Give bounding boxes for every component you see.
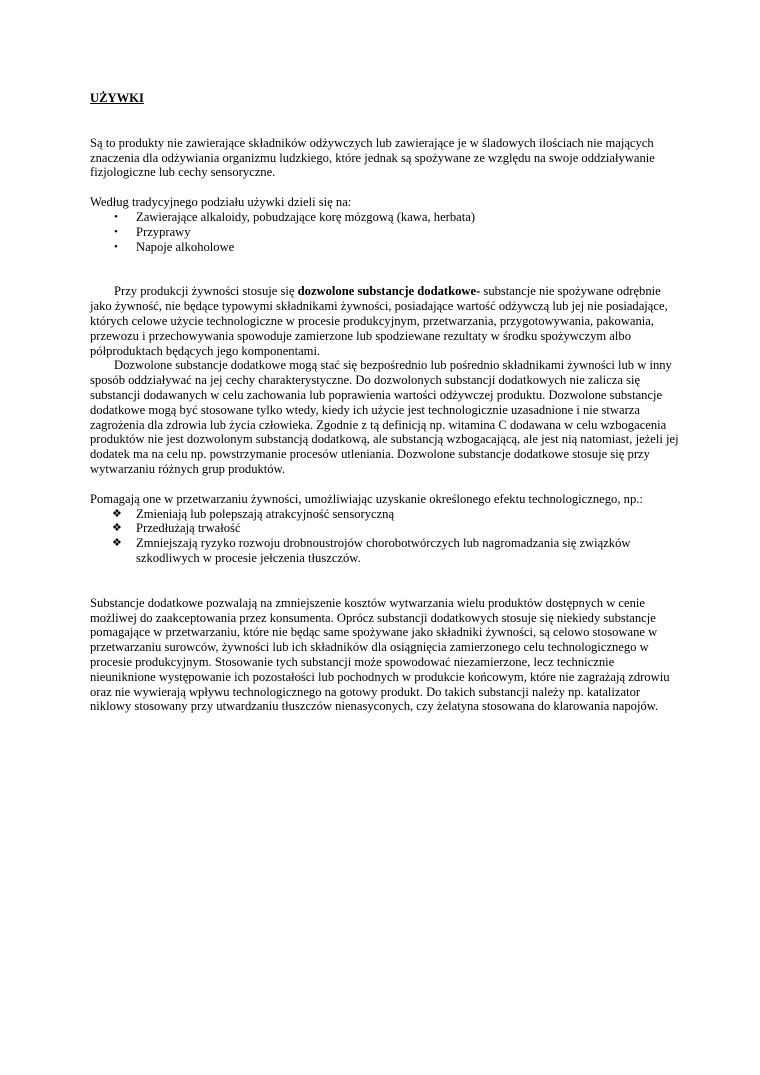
list-item [90, 536, 680, 566]
list-item-text: Zawierające alkaloidy, pobudzające korę mózgową (kawa, herbata) [136, 209, 476, 224]
bullet-icon: • [114, 240, 118, 253]
additives-paragraph-2: Dozwolone substancje dodatkowe mogą stać się bezpośrednio lub pośrednio składnikami żywności lub w inny sposób oddziaływać na jej cechy charakterystyczne. Do dozwolonych substancji dodatkowych nie zalicza się substancji dodawanych w celu zachowania lub poprawienia wartości odżywczej produktu. Dozwolone substancje dodatkowe mogą być stosowane tylko wtedy, kiedy ich użycie jest technologicznie uzasadnione i nie stwarza zagrożenia dla zdrowia lub życia człowieka. Zgodnie z tą definicją np. witamina C dodawana w celu wzbogacenia produktów nie jest dozwolonym substancją dodatkową, ale substancją wzbogacającą, ale jest nią natomiast, jeżeli jej dodatek ma na celu np. powstrzymanie procesów utleniania. Dozwolone substancje dodatkowe stosuje się przy wytwarzaniu różnych grup produktów. [90, 358, 679, 476]
list-item-text: Przedłużają trwałość [136, 521, 241, 536]
list-item-text: Zmieniają lub polepszają atrakcyjność sensoryczną [136, 506, 395, 521]
effects-lead: Pomagają one w przetwarzaniu żywności, umożliwiając uzyskanie określonego efektu technologicznego, np.: [90, 491, 643, 506]
list-item [90, 210, 680, 225]
bullet-icon: • [114, 210, 118, 223]
additives-paragraph-1 [90, 284, 680, 358]
list-item [90, 507, 680, 522]
bullet-icon: • [114, 225, 118, 238]
effects-list [90, 507, 680, 566]
division-list [90, 210, 680, 254]
additives-definition-term: dozwolone substancje dodatkowe- [297, 284, 481, 299]
diamond-bullet-icon: ❖ [112, 522, 122, 535]
division-lead: Według tradycyjnego podziału używki dzieli się na: [90, 195, 352, 210]
diamond-bullet-icon: ❖ [112, 537, 122, 550]
list-item [90, 240, 680, 255]
additives-paragraph-1-end: substancje nie spożywane odrębnie jako żywność, nie będące typowymi składnikami żywności, posiadające wartość odżywczą lub jej nie posiadające, których celowe użycie technologiczne w procesie produkcyjnym, przetwarzania, przygotowywania, pakowania, przewozu i przechowywania spowoduje zamierzone lub spodziewane rezultaty w środku spożywczym albo półproduktach będących jego komponentami. [90, 284, 668, 358]
list-item-text: Napoje alkoholowe [136, 239, 235, 254]
closing-paragraph: Substancje dodatkowe pozwalają na zmniejszenie kosztów wytwarzania wielu produktów dostępnych w cenie możliwej do zaakceptowania przez konsumenta. Oprócz substancji dodatkowych stosuje się niekiedy substancje pomagające w przetwarzaniu, które nie będąc same spożywane jako składniki żywności, są celowo stosowane w przetwarzaniu surowców, żywności lub ich składników dla osiągnięcia zamierzonego celu technologicznego w procesie produkcyjnym. Stosowanie tych substancji może spowodować niezamierzone, lecz technicznie nieuniknione występowanie ich pozostałości lub pochodnych w produkcie końcowym, które nie zagrażają zdrowiu oraz nie wywierają wpływu technologicznego na gotowy produkt. Do takich substancji należy np. katalizator niklowy stosowany przy utwardzaniu tłuszczów nienasyconych, czy żelatyna stosowana do klarowania napojów. [90, 595, 670, 714]
additives-paragraph-1-start: Przy produkcji żywności stosuje się [114, 284, 298, 299]
list-item-text: Przyprawy [136, 224, 191, 239]
diamond-bullet-icon: ❖ [112, 507, 122, 520]
list-item [90, 225, 680, 240]
list-item-text: Zmniejszają ryzyko rozwoju drobnoustrojów chorobotwórczych lub nagromadzania się związków szkodliwych w procesie jełczenia tłuszczów. [136, 536, 631, 565]
intro-paragraph: Są to produkty nie zawierające składników odżywczych lub zawierające je w śladowych ilościach nie mających znaczenia dla odżywiania organizmu ludzkiego, które jednak są spożywane ze względu na swoje oddziaływanie fizjologiczne lub cechy sensoryczne. [90, 135, 655, 180]
list-item [90, 521, 680, 536]
document-title: UŻYWKI [90, 91, 144, 105]
document-page [90, 91, 680, 714]
